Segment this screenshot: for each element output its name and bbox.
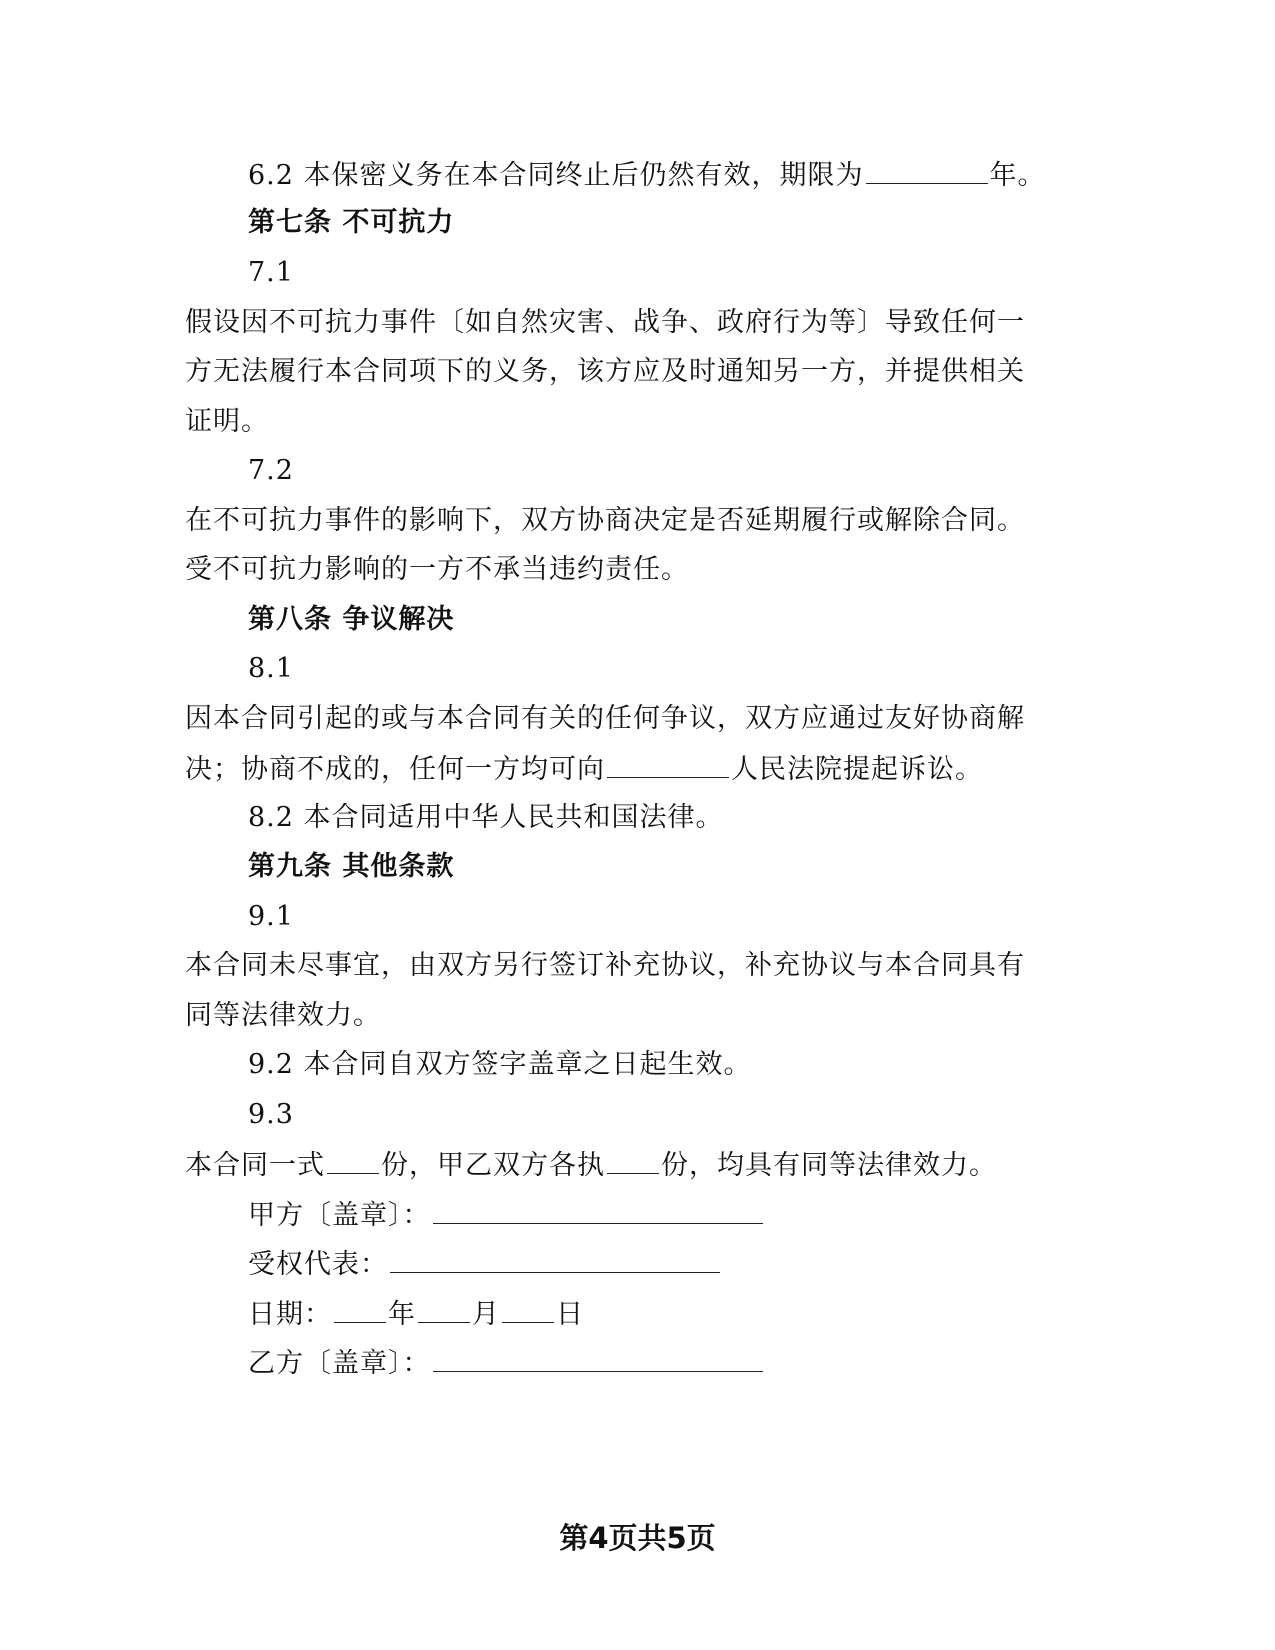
party-a-seal-blank[interactable] <box>433 1197 763 1224</box>
clause-8-1-text: 决；协商不成的，任何一方均可向 <box>185 754 605 785</box>
day-blank[interactable] <box>502 1296 554 1323</box>
clause-6-2-text: 6.2 本保密义务在本合同终止后仍然有效，期限为 <box>248 160 864 191</box>
article-8-heading: 第八条 争议解决 <box>248 604 455 635</box>
clause-9-3-text-a: 本合同一式 <box>185 1150 325 1181</box>
clause-7-2-number: 7.2 <box>248 455 294 486</box>
clause-9-1-line-1: 本合同未尽事宜，由双方另行签订补充协议，补充协议与本合同具有 <box>185 950 1025 981</box>
court-name-blank[interactable] <box>607 751 729 778</box>
party-b-signature-line <box>248 1345 765 1381</box>
clause-8-1-line-2 <box>185 751 983 787</box>
clause-6-2-suffix: 年。 <box>989 160 1046 191</box>
clause-7-1-number: 7.1 <box>248 257 294 288</box>
clause-9-3-text-c: 份，均具有同等法律效力。 <box>661 1150 997 1181</box>
date-label: 日期： <box>248 1299 332 1330</box>
clause-6-2 <box>248 157 1046 193</box>
party-a-signature-line <box>248 1197 765 1233</box>
clause-7-1-line-1: 假设因不可抗力事件〔如自然灾害、战争、政府行为等〕导致任何一 <box>185 307 1025 338</box>
article-9-heading: 第九条 其他条款 <box>248 851 455 882</box>
copies-each-blank[interactable] <box>607 1147 659 1174</box>
clause-9-3-text-b: 份，甲乙双方各执 <box>381 1150 605 1181</box>
party-b-label: 乙方〔盖章〕： <box>248 1348 431 1379</box>
copies-total-blank[interactable] <box>327 1147 379 1174</box>
year-label: 年 <box>388 1299 416 1330</box>
clause-8-1-number: 8.1 <box>248 653 294 684</box>
clause-8-1-suffix: 人民法院提起诉讼。 <box>731 754 983 785</box>
article-7-heading: 第七条 不可抗力 <box>248 207 455 238</box>
clause-7-2-line-2: 受不可抗力影响的一方不承当违约责任。 <box>185 554 689 585</box>
date-line <box>248 1296 584 1332</box>
clause-9-2: 9.2 本合同自双方签字盖章之日起生效。 <box>248 1049 752 1080</box>
year-blank[interactable] <box>334 1296 386 1323</box>
clause-7-1-line-3: 证明。 <box>185 406 269 437</box>
clause-7-2-line-1: 在不可抗力事件的影响下，双方协商决定是否延期履行或解除合同。 <box>185 505 1025 536</box>
clause-9-3-line <box>185 1147 997 1183</box>
clause-9-1-line-2: 同等法律效力。 <box>185 1000 381 1031</box>
representative-blank[interactable] <box>390 1246 720 1273</box>
party-a-label: 甲方〔盖章〕： <box>248 1200 431 1231</box>
representative-signature-line <box>248 1246 722 1282</box>
term-years-blank[interactable] <box>866 157 988 184</box>
page-footer: 第4页共5页 <box>559 1521 716 1555</box>
clause-8-2: 8.2 本合同适用中华人民共和国法律。 <box>248 802 724 833</box>
month-blank[interactable] <box>418 1296 470 1323</box>
clause-8-1-line-1: 因本合同引起的或与本合同有关的任何争议，双方应通过友好协商解 <box>185 703 1025 734</box>
day-label: 日 <box>556 1299 584 1330</box>
representative-label: 受权代表： <box>248 1249 388 1280</box>
party-b-seal-blank[interactable] <box>433 1345 763 1372</box>
clause-7-1-line-2: 方无法履行本合同项下的义务，该方应及时通知另一方，并提供相关 <box>185 356 1025 387</box>
month-label: 月 <box>472 1299 500 1330</box>
clause-9-3-number: 9.3 <box>248 1099 294 1130</box>
clause-9-1-number: 9.1 <box>248 901 294 932</box>
